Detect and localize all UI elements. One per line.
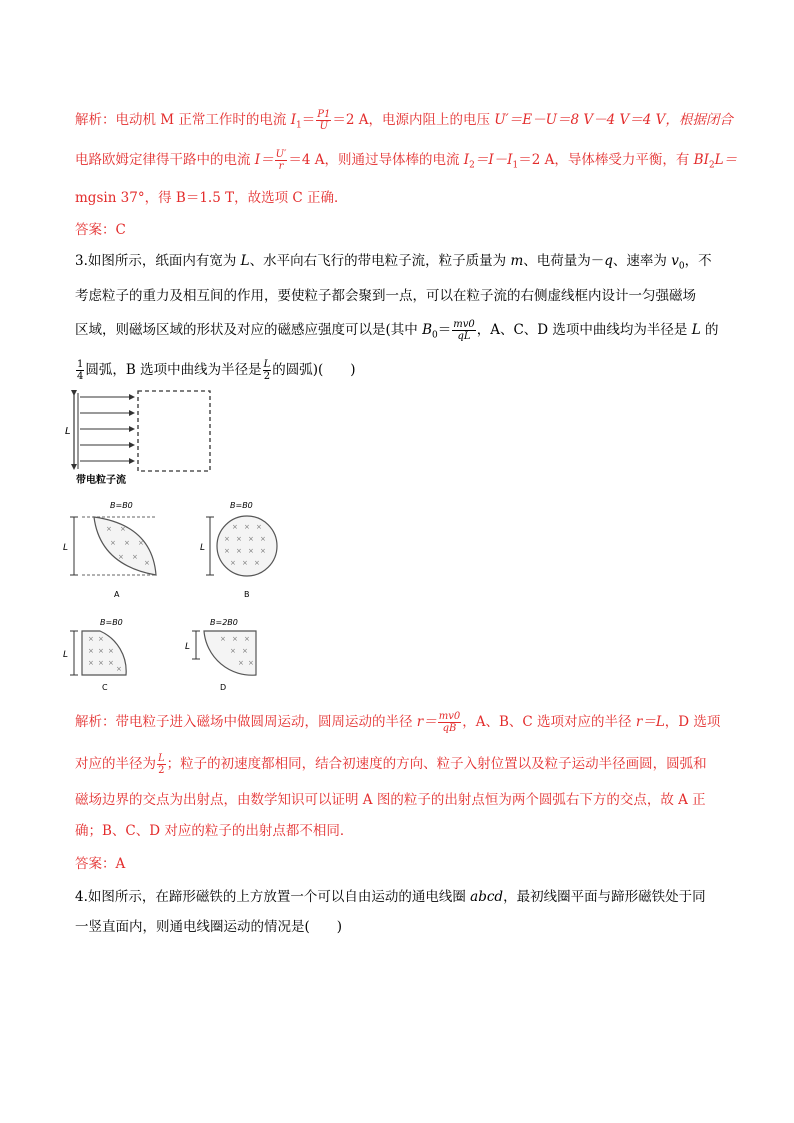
var: BI bbox=[693, 152, 709, 168]
svg-text:×: × bbox=[110, 539, 116, 547]
text: ＝ bbox=[301, 112, 316, 128]
text: ＝2 A，导体棒受力平衡，有 bbox=[518, 152, 694, 168]
svg-text:×: × bbox=[138, 539, 144, 547]
svg-text:×: × bbox=[236, 547, 242, 555]
frac-den: qL bbox=[457, 331, 471, 342]
text: ，D 选项 bbox=[664, 714, 721, 730]
frac-den: 2 bbox=[158, 765, 165, 776]
var: r＝ bbox=[416, 714, 437, 730]
var: B bbox=[422, 322, 432, 338]
text: L＝ bbox=[714, 152, 738, 168]
text: ，不 bbox=[684, 253, 712, 269]
var: L bbox=[691, 322, 701, 338]
text: ＝ bbox=[437, 322, 452, 338]
option-b-diagram bbox=[200, 501, 277, 599]
label-L: L bbox=[63, 650, 69, 660]
svg-text:×: × bbox=[116, 665, 122, 673]
fraction bbox=[157, 753, 166, 776]
var: r＝L bbox=[635, 714, 665, 730]
text: 的 bbox=[700, 322, 719, 338]
svg-text:×: × bbox=[120, 525, 126, 533]
sub: 1 bbox=[296, 120, 302, 131]
question3-line2: 考虑粒子的重力及相互间的作用，要使粒子都会聚到一点，可以在粒子流的右侧虚线框内设计一匀强磁场 bbox=[75, 288, 696, 304]
svg-text:×: × bbox=[256, 523, 262, 531]
frac-den: U bbox=[319, 121, 329, 132]
var: I bbox=[463, 152, 470, 168]
question3-line4 bbox=[75, 358, 356, 382]
svg-text:×: × bbox=[98, 659, 104, 667]
question3-line1 bbox=[75, 249, 712, 272]
svg-text:×: × bbox=[224, 535, 230, 543]
label-B: B=2B0 bbox=[210, 618, 238, 627]
question4-line1 bbox=[75, 885, 706, 905]
svg-text:×: × bbox=[254, 559, 260, 567]
svg-text:×: × bbox=[230, 647, 236, 655]
sub: 2 bbox=[469, 160, 475, 171]
svg-text:×: × bbox=[232, 635, 238, 643]
label-L: L bbox=[200, 543, 206, 553]
frac-num: mv0 bbox=[453, 319, 475, 330]
question3-figure bbox=[60, 385, 320, 695]
var: m bbox=[510, 253, 524, 269]
text: 的圆弧)( ) bbox=[272, 362, 356, 378]
svg-text:×: × bbox=[238, 659, 244, 667]
solution3-line3: 磁场边界的交点为出射点，由数学知识可以证明 A 图的粒子的出射点恒为两个圆弧右下方的交点，故 A 正 bbox=[75, 792, 706, 808]
text: 圆弧，B 选项中曲线为半径是 bbox=[85, 362, 262, 378]
var: abcd bbox=[470, 889, 504, 905]
fraction bbox=[76, 359, 84, 382]
svg-text:×: × bbox=[260, 535, 266, 543]
svg-text:×: × bbox=[236, 535, 242, 543]
solution2-line2 bbox=[75, 148, 737, 172]
text: ，A、C、D 选项中曲线均为半径是 bbox=[476, 322, 692, 338]
caption-particle-stream: 带电粒子流 bbox=[76, 475, 126, 486]
svg-text:×: × bbox=[124, 539, 130, 547]
svg-text:×: × bbox=[98, 647, 104, 655]
sub: 1 bbox=[512, 160, 519, 171]
frac-num: L bbox=[263, 359, 271, 370]
caption-d: D bbox=[220, 683, 227, 692]
frac-den: 2 bbox=[263, 371, 271, 382]
text: ＝I－I bbox=[474, 152, 513, 168]
svg-text:×: × bbox=[88, 647, 94, 655]
label-B: B=B0 bbox=[230, 501, 253, 510]
sub: 0 bbox=[678, 261, 685, 272]
text: 4.如图所示，在蹄形磁铁的上方放置一个可以自由运动的通电线圈 bbox=[75, 889, 471, 905]
solution3-line2 bbox=[75, 752, 707, 776]
text: 解析：带电粒子进入磁场中做圆周运动，圆周运动的半径 bbox=[75, 714, 417, 730]
caption-b: B bbox=[244, 590, 250, 599]
svg-text:×: × bbox=[98, 635, 104, 643]
frac-num: U′ bbox=[275, 149, 287, 160]
question3-line3 bbox=[75, 318, 718, 342]
svg-text:×: × bbox=[244, 523, 250, 531]
frac-num: 1 bbox=[77, 359, 84, 370]
text: ＝4 A，则通过导体棒的电流 bbox=[288, 152, 464, 168]
text: ，A、B、C 选项对应的半径 bbox=[462, 714, 636, 730]
text: ，最初线圈平面与蹄形磁铁处于同 bbox=[503, 889, 706, 905]
svg-text:×: × bbox=[108, 659, 114, 667]
label-B: B=B0 bbox=[110, 501, 133, 510]
var: q bbox=[604, 253, 613, 269]
svg-text:×: × bbox=[106, 525, 112, 533]
var: I＝ bbox=[254, 152, 274, 168]
fraction bbox=[452, 319, 476, 342]
answer3: 答案：A bbox=[75, 856, 126, 872]
text: 、速率为 bbox=[612, 253, 672, 269]
caption-a: A bbox=[114, 590, 120, 599]
text: U′＝E－U＝8 V－4 V＝4 V，根据闭合 bbox=[494, 112, 733, 128]
svg-text:×: × bbox=[232, 523, 238, 531]
fraction bbox=[316, 109, 331, 132]
frac-num: mv0 bbox=[438, 711, 461, 722]
svg-text:×: × bbox=[244, 635, 250, 643]
text: mgsin 37°，得 B＝1.5 T，故选项 C 正确． bbox=[75, 190, 348, 206]
text: 3.如图所示，纸面内有宽为 bbox=[75, 253, 241, 269]
label-B: B=B0 bbox=[100, 618, 123, 627]
svg-text:×: × bbox=[230, 559, 236, 567]
text: 、电荷量为－ bbox=[523, 253, 605, 269]
solution2-line3 bbox=[75, 186, 348, 206]
svg-text:×: × bbox=[242, 559, 248, 567]
option-d-diagram bbox=[185, 618, 256, 692]
solution3-line1 bbox=[75, 710, 720, 734]
fraction bbox=[263, 359, 272, 382]
sub: 0 bbox=[431, 330, 438, 341]
text: ；粒子的初速度都相同，结合初速度的方向、粒子入射位置以及粒子运动半径画圆，圆弧和 bbox=[166, 756, 707, 772]
label-L: L bbox=[185, 642, 191, 652]
svg-text:×: × bbox=[118, 553, 124, 561]
fraction bbox=[438, 711, 462, 734]
svg-text:×: × bbox=[144, 559, 150, 567]
label-L: L bbox=[63, 543, 69, 553]
frac-den: r bbox=[278, 161, 284, 172]
svg-text:×: × bbox=[132, 553, 138, 561]
svg-text:×: × bbox=[248, 535, 254, 543]
label-L: L bbox=[65, 426, 71, 437]
frac-num: L bbox=[158, 753, 165, 764]
text: ＝2 A，电源内阻上的电压 bbox=[332, 112, 495, 128]
var: v bbox=[671, 253, 679, 269]
text: 区域，则磁场区域的形状及对应的磁感应强度可以是(其中 bbox=[75, 322, 423, 338]
svg-text:×: × bbox=[108, 647, 114, 655]
svg-text:×: × bbox=[242, 647, 248, 655]
svg-text:×: × bbox=[88, 635, 94, 643]
answer2: 答案：C bbox=[75, 222, 126, 238]
text: 电路欧姆定律得干路中的电流 bbox=[75, 152, 255, 168]
question4-line2: 一竖直面内，则通电线圈运动的情况是( ) bbox=[75, 919, 343, 935]
text: 对应的半径为 bbox=[75, 756, 156, 772]
particle-stream-diagram bbox=[65, 391, 210, 486]
svg-text:×: × bbox=[224, 547, 230, 555]
text: 、水平向右飞行的带电粒子流，粒子质量为 bbox=[249, 253, 511, 269]
frac-den: 4 bbox=[77, 371, 84, 382]
option-a-diagram bbox=[63, 501, 156, 599]
svg-text:×: × bbox=[248, 547, 254, 555]
fraction bbox=[275, 149, 288, 172]
option-c-diagram bbox=[63, 618, 126, 692]
var: I bbox=[290, 112, 297, 128]
frac-num: P1 bbox=[317, 109, 331, 120]
svg-text:×: × bbox=[220, 635, 226, 643]
text: 解析：电动机 M 正常工作时的电流 bbox=[75, 112, 291, 128]
var: L bbox=[240, 253, 250, 269]
caption-c: C bbox=[102, 683, 108, 692]
frac-den: qB bbox=[442, 723, 457, 734]
svg-text:×: × bbox=[248, 659, 254, 667]
dashed-field-box bbox=[138, 391, 210, 471]
svg-text:×: × bbox=[88, 659, 94, 667]
svg-text:×: × bbox=[260, 547, 266, 555]
solution2-line1 bbox=[75, 108, 733, 132]
sub: 2 bbox=[708, 160, 715, 171]
stream-arrows bbox=[80, 397, 134, 461]
solution3-line4: 确；B、C、D 对应的粒子的出射点都不相同． bbox=[75, 823, 354, 839]
